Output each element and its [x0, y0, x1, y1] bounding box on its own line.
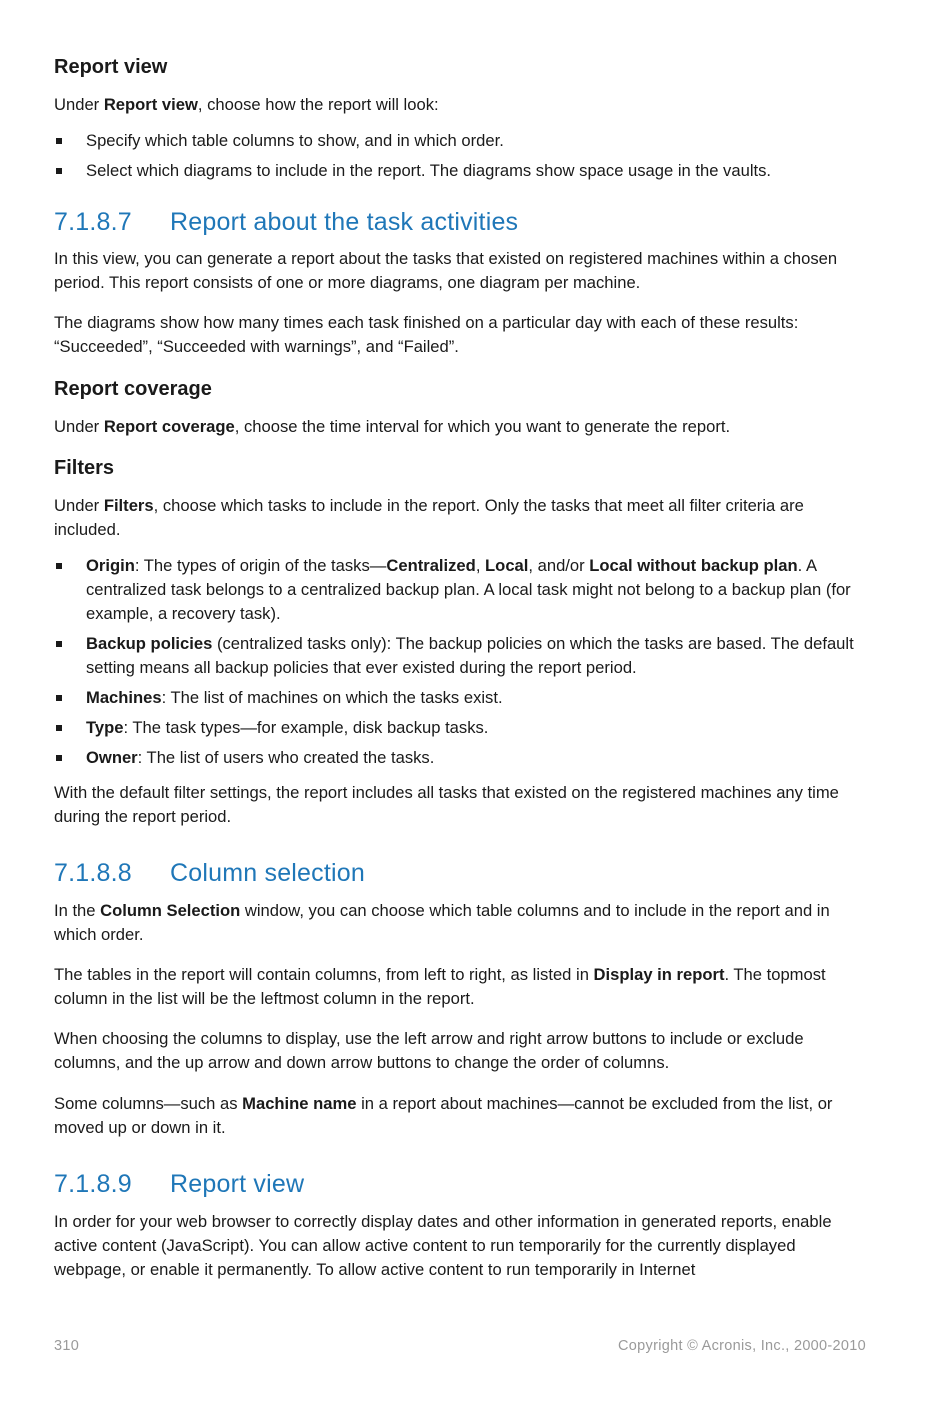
- filter-item-origin: Origin: The types of origin of the tasks—Centralized, Local, and/or Local without backup plan. A centralized task belongs to a centralized backup plan. A local task might not belong to a backup plan (for example, a recovery task).: [54, 554, 870, 626]
- default-filter-note: With the default filter settings, the report includes all tasks that existed on the registered machines any time during the report period.: [54, 783, 839, 826]
- task-activities-p1: In this view, you can generate a report about the tasks that existed on registered machines within a chosen period. This report consists of one or more diagrams, one diagram per machine.: [54, 249, 838, 292]
- bullet-icon: [56, 168, 62, 174]
- list-item: Specify which table columns to show, and in which order.: [54, 129, 870, 153]
- bullet-icon: [56, 138, 62, 144]
- bullet-icon: [56, 563, 62, 569]
- page-number: 310: [54, 1338, 80, 1354]
- list-item: Select which diagrams to include in the report. The diagrams show space usage in the vaults.: [54, 159, 870, 183]
- report-view-p1: In order for your web browser to correctly display dates and other information in generated reports, enable active content (JavaScript). You can allow active content to run temporarily for the currently displayed webpage, or enable it permanently. To allow active content to run temporarily in Internet: [54, 1212, 832, 1279]
- section-heading-7187: 7.1.8.7 Report about the task activities: [54, 208, 519, 236]
- filter-item-backup-policies: Backup policies (centralized tasks only): The backup policies on which the tasks are based. The default setting means all backup policies that ever existed during the report period.: [54, 632, 870, 680]
- column-selection-p3: When choosing the columns to display, use the left arrow and right arrow buttons to include or exclude columns, and the up arrow and down arrow buttons to change the order of columns.: [54, 1029, 804, 1072]
- column-selection-p1: In the Column Selection window, you can choose which table columns and to include in the report and in which order.: [54, 901, 830, 944]
- section-heading-7188: 7.1.8.8 Column selection: [54, 859, 365, 887]
- copyright: Copyright © Acronis, Inc., 2000-2010: [618, 1338, 866, 1354]
- column-selection-p2: The tables in the report will contain columns, from left to right, as listed in Display in report. The topmost column in the list will be the leftmost column in the report.: [54, 965, 826, 1008]
- report-view-intro: Under Report view, choose how the report will look:: [54, 95, 439, 114]
- bullet-icon: [56, 755, 62, 761]
- bullet-icon: [56, 695, 62, 701]
- filter-item-type: Type: The task types—for example, disk backup tasks.: [54, 716, 870, 740]
- filter-item-owner: Owner: The list of users who created the tasks.: [54, 746, 870, 770]
- filters-text: Under Filters, choose which tasks to include in the report. Only the tasks that meet all filter criteria are included.: [54, 496, 804, 539]
- filter-item-machines: Machines: The list of machines on which the tasks exist.: [54, 686, 870, 710]
- bullet-icon: [56, 725, 62, 731]
- report-coverage-text: Under Report coverage, choose the time interval for which you want to generate the report.: [54, 417, 731, 436]
- task-activities-p2: The diagrams show how many times each task finished on a particular day with each of these results: “Succeeded”, “Succeeded with warnings”, and “Failed”.: [54, 313, 799, 356]
- heading-filters: Filters: [54, 457, 115, 479]
- section-heading-7189: 7.1.8.9 Report view: [54, 1170, 305, 1198]
- heading-report-view: Report view: [54, 56, 168, 78]
- bullet-icon: [56, 641, 62, 647]
- column-selection-p4: Some columns—such as Machine name in a report about machines—cannot be excluded from the list, or moved up or down in it.: [54, 1094, 833, 1137]
- heading-report-coverage: Report coverage: [54, 378, 212, 400]
